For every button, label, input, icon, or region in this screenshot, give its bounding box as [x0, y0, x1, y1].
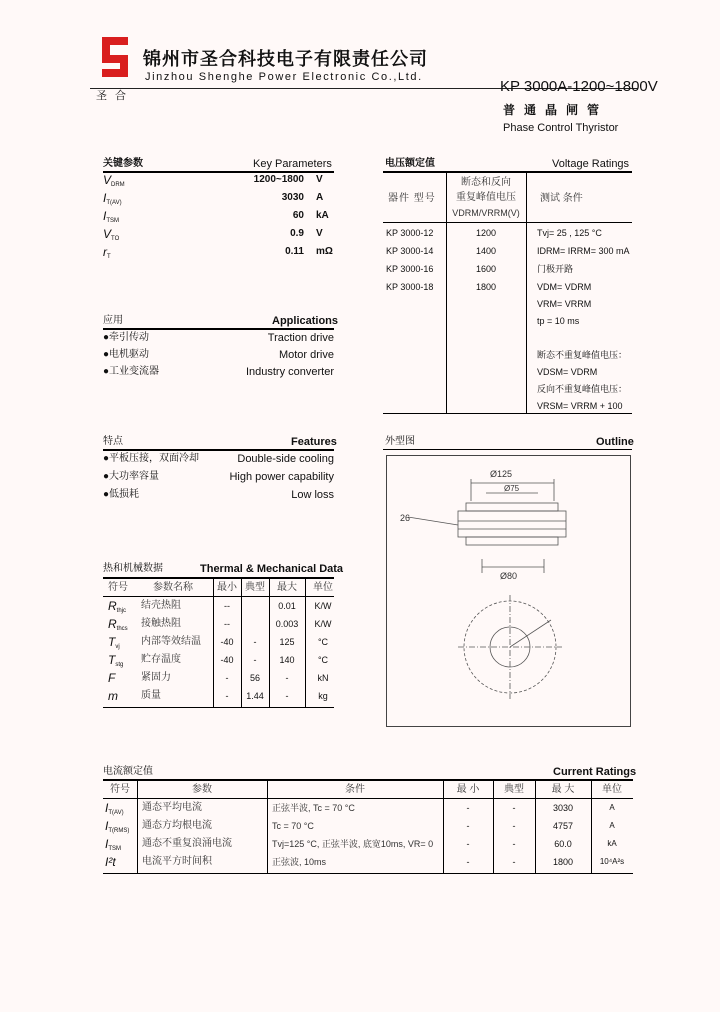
key-param-symbol [103, 174, 125, 191]
current-unit: A [609, 821, 615, 830]
voltage-model: KP 3000-14 [386, 246, 434, 256]
voltage-title-en: Voltage Ratings [552, 158, 630, 170]
current-unit: A [609, 803, 615, 812]
application-label-cn: ●牵引传动 [103, 332, 150, 343]
applications-title-en: Applications [272, 315, 339, 327]
voltage-col-vdrm-l3: VDRM/VRRM(V) [452, 208, 520, 218]
outline-dim-bottom: Ø80 [500, 571, 518, 581]
current-max: 1800 [552, 857, 574, 867]
outline-dim-top: Ø125 [490, 469, 513, 479]
current-max: 4757 [552, 821, 574, 831]
voltage-test-condition: tp = 10 ms [537, 316, 580, 326]
key-param-unit: kA [316, 210, 329, 221]
current-symbol-symbol: I [105, 819, 109, 833]
current-symbol [105, 820, 129, 837]
voltage-col-vdrm-l2: 重复峰值电压 [456, 192, 516, 203]
key-param-symbol-subscript: T [107, 254, 111, 260]
features-title-cn: 特点 [103, 436, 123, 447]
thermal-symbol-subscript: vj [115, 644, 120, 650]
feature-label-en: Double-side cooling [237, 453, 334, 465]
voltage-test-condition: VDM= VDRM [537, 282, 592, 292]
thermal-header: 符号 [108, 582, 128, 593]
current-min: - [466, 803, 470, 813]
current-typ: - [512, 857, 516, 867]
logo-s-mark [98, 33, 138, 91]
logo-text: 圣合 [96, 90, 134, 102]
current-unit: kA [607, 839, 617, 848]
device-type-en: Phase Control Thyristor [503, 122, 619, 134]
application-label-en: Traction drive [267, 332, 334, 344]
key-param-symbol-symbol: V [103, 173, 112, 187]
key-param-symbol [103, 228, 119, 245]
feature-label-cn: ●大功率容量 [103, 471, 160, 482]
thermal-param-name: 结壳热阻 [141, 600, 181, 611]
current-header: 符号 [110, 784, 130, 795]
thermal-symbol-symbol: T [108, 653, 116, 667]
thermal-min: - [225, 673, 229, 683]
voltage-title-cn: 电压额定值 [385, 158, 435, 169]
current-symbol-subscript: TSM [108, 846, 122, 852]
voltage-col-model: 器件 型号 [388, 193, 436, 204]
voltage-value: 1400 [475, 246, 497, 256]
feature-label-cn: ●平板压接，双面冷却 [103, 453, 200, 464]
voltage-col-vdrm-l1: 断态和反向 [461, 177, 511, 188]
thermal-max: - [285, 673, 289, 683]
thermal-symbol-symbol: T [108, 635, 116, 649]
thermal-symbol [108, 600, 126, 617]
current-min: - [466, 821, 470, 831]
company-name-cn: 锦州市圣合科技电子有限责任公司 [143, 49, 428, 69]
application-label-cn: ●电机驱动 [103, 349, 150, 360]
thermal-min: -40 [220, 637, 234, 647]
current-max: 3030 [552, 803, 574, 813]
key-param-symbol-symbol: r [103, 245, 107, 259]
thermal-header: 单位 [313, 582, 333, 593]
thermal-header: 典型 [245, 582, 265, 593]
outline-dim-inner: Ø75 [504, 484, 520, 493]
outline-drawing [386, 455, 629, 725]
thermal-max: 140 [279, 655, 295, 665]
thermal-min: - [225, 691, 229, 701]
thermal-header: 参数名称 [153, 582, 193, 593]
key-param-symbol-subscript: TO [111, 236, 120, 242]
outline-dim-height: 26 [400, 513, 411, 523]
key-param-value: 1200~1800 [253, 174, 304, 185]
thermal-symbol [108, 618, 128, 635]
thermal-max: 0.003 [275, 619, 299, 629]
current-header: 条件 [345, 784, 365, 795]
key-param-value: 3030 [281, 192, 304, 203]
thermal-symbol [108, 690, 118, 707]
application-label-en: Industry converter [245, 366, 334, 378]
feature-label-en: Low loss [291, 489, 334, 501]
thermal-header: 最小 [217, 582, 237, 593]
voltage-test-condition: 断态不重复峰值电压： [537, 350, 628, 360]
voltage-test-condition: Tvj= 25 , 125 °C [537, 228, 602, 238]
thermal-max: 125 [279, 637, 295, 647]
key-param-symbol-subscript: DRM [111, 182, 125, 188]
thermal-symbol [108, 672, 115, 689]
current-condition: 正弦波, 10ms [272, 857, 327, 867]
key-params-title-en: Key Parameters [253, 158, 332, 170]
current-symbol-symbol: I²t [105, 855, 116, 869]
current-header: 参数 [192, 784, 212, 795]
current-min: - [466, 857, 470, 867]
voltage-value: 1200 [475, 228, 497, 238]
thermal-symbol-subscript: thjc [116, 608, 127, 614]
model-number: KP 3000A-1200~1800V [500, 78, 658, 95]
voltage-test-condition: IDRM= IRRM= 300 mA [537, 246, 630, 256]
current-condition: Tc = 70 °C [272, 821, 314, 831]
thermal-typ: 56 [249, 673, 260, 683]
current-symbol-subscript: T(AV) [108, 810, 124, 816]
key-param-unit: V [316, 228, 323, 239]
thermal-param-name: 接触热阻 [141, 618, 181, 629]
key-param-value: 0.11 [285, 246, 304, 257]
key-param-value: 60 [292, 210, 304, 221]
voltage-model: KP 3000-16 [386, 264, 434, 274]
key-param-unit: A [316, 192, 324, 203]
current-condition: Tvj=125 °C, 正弦半波, 底宽10ms, VR= 0 [272, 839, 434, 849]
current-header: 最 小 [456, 784, 480, 795]
thermal-param-name: 贮存温度 [141, 654, 181, 665]
current-header: 单位 [602, 784, 622, 795]
thermal-unit: K/W [314, 619, 332, 629]
thermal-min: -- [224, 601, 230, 611]
current-typ: - [512, 821, 516, 831]
key-param-symbol-symbol: V [103, 227, 112, 241]
voltage-model: KP 3000-18 [386, 282, 434, 292]
thermal-param-name: 内部等效结温 [141, 636, 201, 647]
outline-title-en: Outline [596, 436, 634, 448]
thermal-typ: - [253, 655, 257, 665]
thermal-typ: - [253, 637, 257, 647]
current-typ: - [512, 803, 516, 813]
thermal-max: 0.01 [278, 601, 296, 611]
thermal-symbol [108, 654, 123, 671]
current-title-en: Current Ratings [553, 766, 637, 778]
application-label-en: Motor drive [278, 349, 334, 361]
voltage-test-condition: VDSM= VDRM [537, 367, 598, 377]
thermal-symbol-subscript: stg [115, 662, 124, 668]
current-symbol [105, 802, 124, 819]
thermal-unit: °C [317, 637, 329, 647]
key-param-value: 0.9 [290, 228, 304, 239]
current-max: 60.0 [554, 839, 572, 849]
thermal-typ: 1.44 [246, 691, 264, 701]
thermal-symbol-subscript: thcs [116, 626, 128, 632]
thermal-max: - [285, 691, 289, 701]
key-param-symbol [103, 246, 111, 263]
device-type-cn: 普通晶闸管 [503, 103, 609, 117]
voltage-value: 1600 [475, 264, 497, 274]
thermal-unit: °C [317, 655, 329, 665]
current-unit: 10⁴A²s [599, 857, 625, 866]
current-symbol-subscript: T(RMS) [108, 828, 130, 834]
current-header: 最 大 [551, 784, 575, 795]
thermal-unit: kN [317, 673, 329, 683]
thermal-title-cn: 热和机械数据 [103, 563, 163, 574]
thermal-header: 最大 [277, 582, 297, 593]
thermal-param-name: 紧固力 [141, 672, 171, 683]
feature-label-cn: ●低损耗 [103, 489, 140, 500]
current-param-name: 电流平方时间积 [142, 856, 212, 867]
key-param-unit: mΩ [316, 246, 333, 257]
thermal-unit: K/W [314, 601, 332, 611]
current-param-name: 通态不重复浪涌电流 [142, 838, 232, 849]
application-label-cn: ●工业变流器 [103, 366, 160, 377]
current-symbol-symbol: I [105, 837, 109, 851]
key-param-symbol-subscript: T(AV) [106, 200, 122, 206]
thermal-symbol-symbol: R [108, 599, 117, 613]
applications-title-cn: 应用 [103, 315, 123, 326]
features-title-en: Features [291, 436, 337, 448]
thermal-symbol-symbol: F [108, 671, 116, 685]
key-param-symbol [103, 192, 122, 209]
voltage-model: KP 3000-12 [386, 228, 434, 238]
thermal-symbol-symbol: R [108, 617, 117, 631]
current-param-name: 通态方均根电流 [142, 820, 212, 831]
voltage-test-condition: VRM= VRRM [537, 299, 592, 309]
key-param-unit: V [316, 174, 323, 185]
feature-label-en: High power capability [229, 471, 334, 483]
current-symbol [105, 856, 116, 873]
voltage-value: 1800 [475, 282, 497, 292]
current-title-cn: 电流额定值 [103, 766, 153, 777]
current-header: 典型 [504, 784, 524, 795]
current-typ: - [512, 839, 516, 849]
current-symbol-symbol: I [105, 801, 109, 815]
thermal-symbol [108, 636, 120, 653]
thermal-min: -- [224, 619, 230, 629]
key-param-symbol-symbol: I [103, 209, 107, 223]
key-params-title-cn: 关键参数 [103, 158, 143, 169]
current-min: - [466, 839, 470, 849]
thermal-title-en: Thermal & Mechanical Data [200, 563, 344, 575]
current-param-name: 通态平均电流 [142, 802, 202, 813]
current-condition: 正弦半波, Tc = 70 °C [272, 803, 355, 813]
thermal-param-name: 质量 [141, 690, 161, 701]
outline-title-cn: 外型图 [385, 436, 415, 447]
thermal-unit: kg [318, 691, 328, 701]
thermal-min: -40 [220, 655, 234, 665]
thermal-symbol-symbol: m [108, 689, 118, 703]
company-name-en: Jinzhou Shenghe Power Electronic Co.,Ltd. [145, 71, 423, 83]
voltage-test-condition: 反向不重复峰值电压： [537, 384, 628, 394]
voltage-test-condition: VRSM= VRRM + 100 [537, 401, 623, 411]
company-logo [98, 33, 138, 91]
current-symbol [105, 838, 121, 855]
key-param-symbol [103, 210, 119, 227]
key-param-symbol-symbol: I [103, 191, 107, 205]
key-param-symbol-subscript: TSM [106, 218, 120, 224]
voltage-test-condition: 门极开路 [537, 264, 574, 274]
voltage-col-cond: 测试 条件 [540, 193, 583, 204]
